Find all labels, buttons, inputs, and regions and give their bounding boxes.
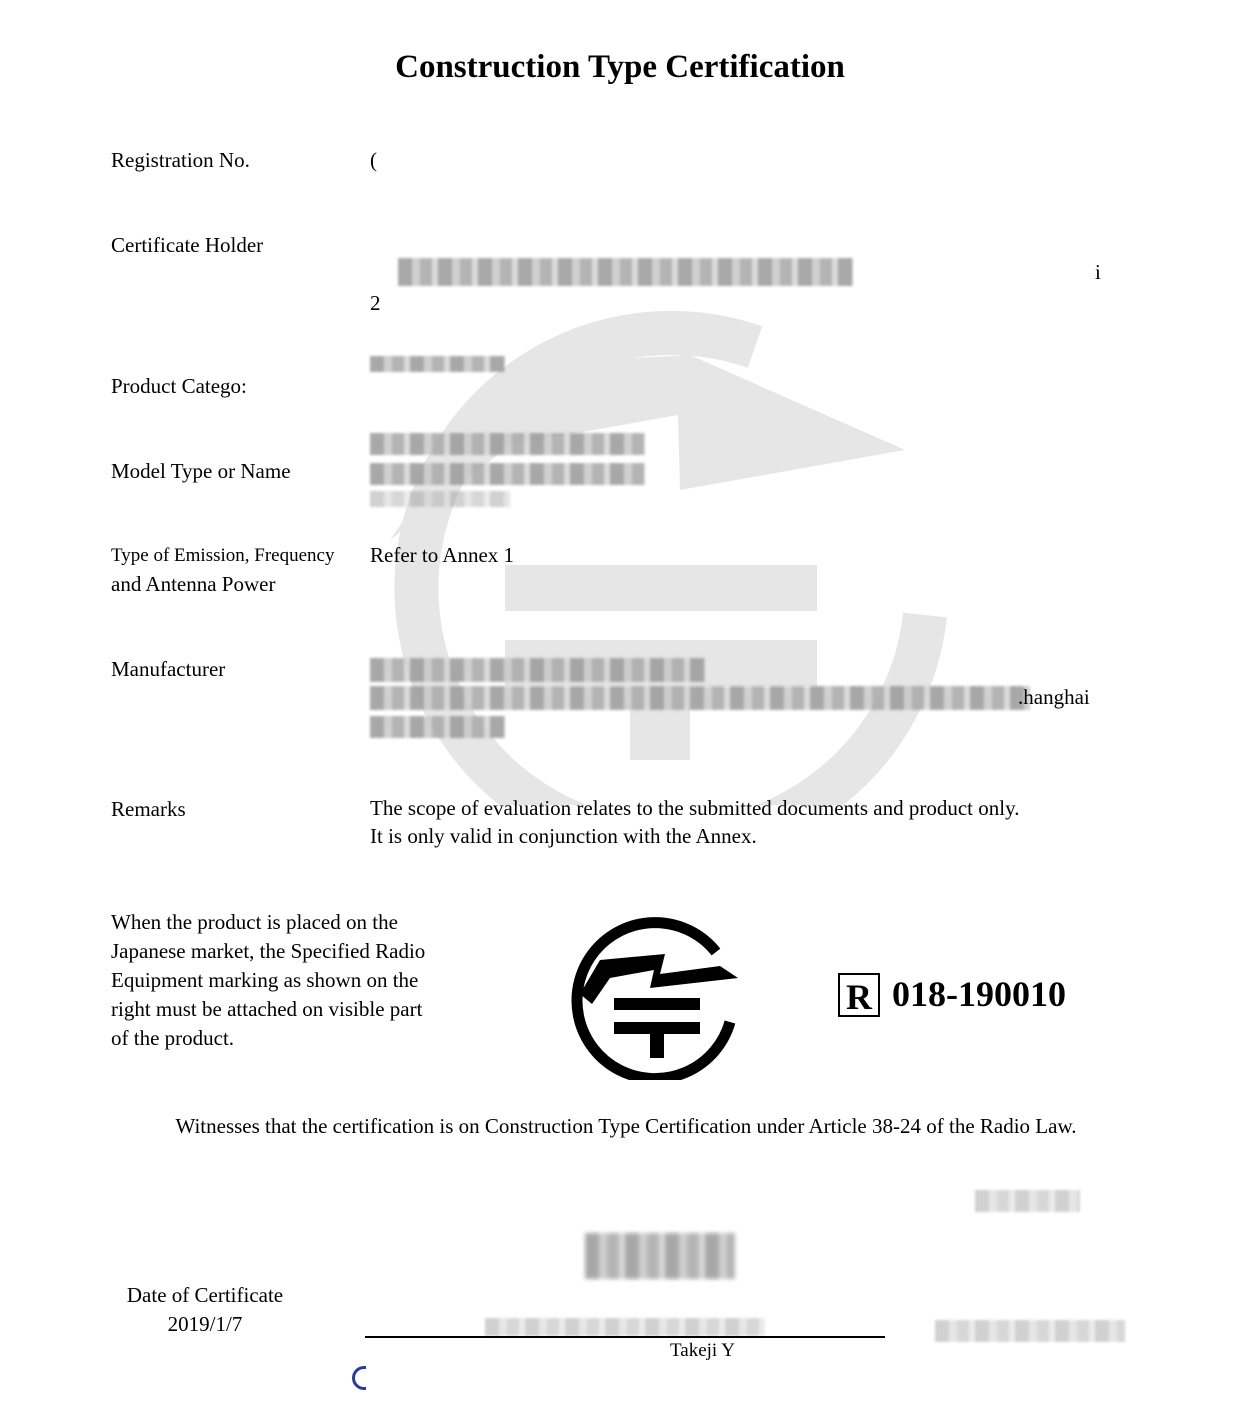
marking-notice: [111, 908, 471, 1053]
notice-line: of the product.: [111, 1026, 235, 1050]
manufacturer-fragment-right: .hanghai: [1018, 685, 1090, 709]
notice-line: When the product is placed on the: [111, 910, 398, 934]
holder-redaction: [398, 258, 853, 286]
manufacturer-label: Manufacturer: [111, 657, 226, 681]
date-value: 2019/1/7: [167, 1312, 243, 1336]
holder-fragment-line2: 2: [370, 291, 381, 315]
manufacturer-redaction-3: [370, 716, 505, 738]
model-redaction-2: [370, 463, 645, 485]
manufacturer-redaction-2: [370, 686, 1030, 710]
notice-line: Japanese market, the Specified Radio: [111, 939, 426, 963]
notice-line: Equipment marking as shown on the: [111, 968, 419, 992]
model-redaction-3: [370, 491, 510, 507]
category-label: Product Catego:: [111, 374, 247, 398]
date-label: Date of Certificate: [126, 1283, 284, 1307]
signatory-redaction: [485, 1318, 765, 1336]
model-label: Model Type or Name: [111, 459, 291, 483]
holder-label: Certificate Holder: [111, 233, 264, 257]
registration-value-fragment: (: [370, 148, 377, 172]
giteki-mark-icon: [570, 908, 742, 1080]
signature-fragment: Takeji Y: [670, 1340, 735, 1361]
registration-code: 018-190010: [892, 974, 1066, 1014]
blue-logo-fragment-icon: [352, 1366, 366, 1390]
notice-line: right must be attached on visible part: [111, 997, 423, 1021]
holder-fragment-right: i: [1095, 260, 1101, 284]
emission-value: Refer to Annex 1: [370, 543, 515, 567]
registration-r-box: R: [838, 973, 880, 1017]
category-redaction: [370, 356, 505, 372]
model-redaction-1: [370, 433, 645, 455]
remarks-label: Remarks: [111, 797, 186, 821]
remarks-line-2: It is only valid in conjunction with the Annex.: [370, 824, 757, 848]
signature-line: [365, 1336, 885, 1338]
registration-label: Registration No.: [111, 148, 250, 172]
witness-statement: Witnesses that the certification is on Construction Type Certification under Article 38-24 of the Radio Law.: [175, 1114, 1077, 1138]
manufacturer-redaction-1: [370, 658, 705, 682]
emission-label-line1: Type of Emission, Frequency: [111, 545, 335, 566]
seal-redaction: [585, 1233, 735, 1279]
document-title: Construction Type Certification: [395, 49, 845, 85]
remarks-line-1: The scope of evaluation relates to the submitted documents and product only.: [370, 796, 1020, 820]
emission-label-line2: and Antenna Power: [111, 572, 276, 596]
stamp-redaction-right: [935, 1320, 1125, 1342]
stamp-redaction-top: [975, 1190, 1080, 1212]
